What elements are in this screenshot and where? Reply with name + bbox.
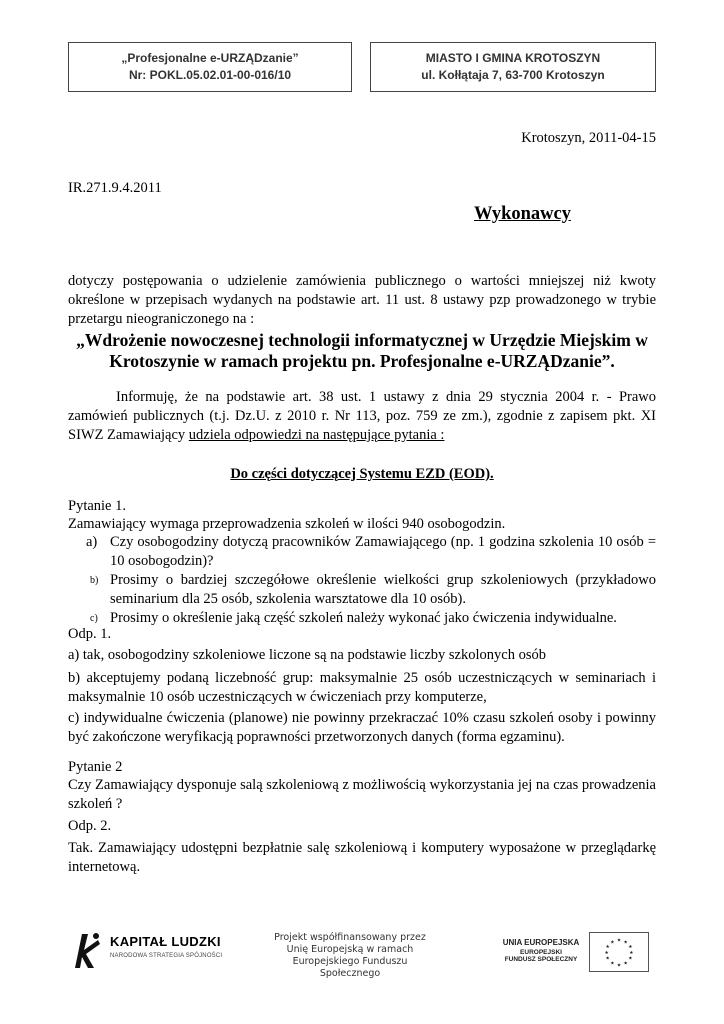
inform-underlined-text: udziela odpowiedzi na następujące pytania :	[188, 427, 445, 443]
list-item	[68, 571, 656, 609]
question-1-text: Zamawiający wymaga przeprowadzenia szkoleń w ilości 940 osobogodzin.	[68, 516, 506, 532]
list-marker: a)	[86, 534, 98, 550]
eu-line-3: FUNDUSZ SPOŁECZNY	[504, 956, 578, 963]
letter-date: Krotoszyn, 2011-04-15	[521, 130, 656, 146]
answer-1-c: c) indywidualne ćwiczenia (planowe) nie powinny przekraczać 10% czasu szkoleń osoby i powinny być zakończone weryfikacją poprawności przetworzonych danych (forma egzaminu).	[68, 710, 656, 745]
question-2-text: Czy Zamawiający dysponuje salą szkoleniową z możliwością wykorzystania jej na czas prowadzenia szkoleń ?	[68, 777, 656, 812]
svg-text:★: ★	[623, 940, 628, 946]
office-address: ul. Kołłątaja 7, 63-700 Krotoszyn	[421, 68, 605, 82]
eu-line-2: EUROPEJSKI	[520, 949, 562, 956]
answer-2-label: Odp. 2.	[68, 818, 112, 834]
svg-text:★: ★	[623, 961, 628, 967]
kapital-ludzki-subtitle: NARODOWA STRATEGIA SPÓJNOŚCI	[110, 953, 223, 959]
procurement-title: „Wdrożenie nowoczesnej technologii informatycznej w Urzędzie Miejskim w Krotoszynie w ramach projektu pn. Profesjonalne e-URZĄDzanie”.	[76, 330, 648, 371]
project-header-box	[68, 42, 352, 92]
inform-paragraph	[68, 388, 656, 445]
svg-text:★: ★	[610, 961, 615, 967]
cofinancing-note: Projekt współfinansowany przez Unię Europejską w ramach Europejskiego Funduszu Społecznego	[274, 932, 426, 979]
list-marker: b)	[90, 575, 99, 586]
answer-1-label: Odp. 1.	[68, 626, 112, 642]
eu-fund-label	[500, 938, 582, 963]
kapital-ludzki-logo-icon	[72, 930, 102, 970]
kapital-ludzki-title: KAPITAŁ LUDZKI	[110, 934, 221, 949]
svg-text:★: ★	[616, 963, 622, 969]
eu-flag-icon	[589, 932, 649, 972]
footer-logos	[0, 918, 724, 988]
svg-text:★: ★	[616, 938, 622, 944]
list-item-text: Prosimy o bardziej szczegółowe określenie wielkości grup szkoleniowych (przykładowo seminarium dla 25 osób, szkolenia warsztatowe dla 10 osób).	[110, 572, 656, 607]
answer-2-text: Tak. Zamawiający udostępni bezpłatnie salę szkoleniową i komputery wyposażone w przeglądarkę internetową.	[68, 840, 656, 875]
answer-1-b: b) akceptujemy podaną liczebność grup: maksymalnie 25 osób uczestniczących w seminariach i maksymalnie 10 osób uczestniczących w ćwiczeniach przy komputerze,	[68, 670, 656, 705]
svg-text:★: ★	[628, 956, 633, 962]
project-number: Nr: POKL.05.02.01-00-016/10	[128, 68, 292, 82]
list-marker: c)	[90, 613, 98, 624]
office-name: MIASTO I GMINA KROTOSZYN	[425, 51, 601, 65]
recipient-heading: Wykonawcy	[474, 204, 571, 224]
inform-text: Informuję, że na podstawie art. 38 ust. 1 ustawy z dnia 29 stycznia 2004 r. - Prawo zamówień publicznych (t.j. Dz.U. z 2010 r. Nr 113, poz. 759 ze zm.), zgodnie z zapisem pkt. XI SIWZ Zamawiający	[68, 389, 656, 443]
svg-text:★: ★	[629, 950, 634, 956]
eu-line-1: UNIA EUROPEJSKA	[502, 938, 580, 947]
section-heading: Do części dotyczącej Systemu EZD (EOD).	[230, 466, 494, 482]
svg-text:★: ★	[605, 956, 610, 962]
list-item	[68, 533, 656, 571]
reference-number: IR.271.9.4.2011	[68, 180, 162, 196]
office-header-box	[370, 42, 656, 92]
svg-text:★: ★	[604, 950, 609, 956]
question-2-label: Pytanie 2	[68, 759, 123, 775]
svg-text:★: ★	[628, 945, 633, 951]
svg-text:★: ★	[610, 940, 615, 946]
answer-1-a: a) tak, osobogodziny szkoleniowe liczone są na podstawie liczby szkolonych osób	[68, 647, 546, 663]
question-1-label: Pytanie 1.	[68, 498, 126, 514]
svg-text:★: ★	[605, 945, 610, 951]
list-item-text: Czy osobogodziny dotyczą pracowników Zamawiającego (np. 1 godzina szkolenia 10 osób = 10 osobogodzin)?	[110, 534, 656, 569]
project-name: „Profesjonalne e-URZĄDzanie”	[121, 51, 299, 65]
list-item-text: Prosimy o określenie jaką część szkoleń należy wykonać jako ćwiczenia indywidualne.	[110, 610, 617, 626]
question-1-list	[68, 533, 656, 628]
intro-paragraph: dotyczy postępowania o udzielenie zamówienia publicznego o wartości mniejszej niż kwoty określone w przepisach wydanych na podstawie art. 11 ust. 8 ustawy pzp prowadzonego w trybie przetargu nieograniczonego na :	[68, 273, 656, 327]
